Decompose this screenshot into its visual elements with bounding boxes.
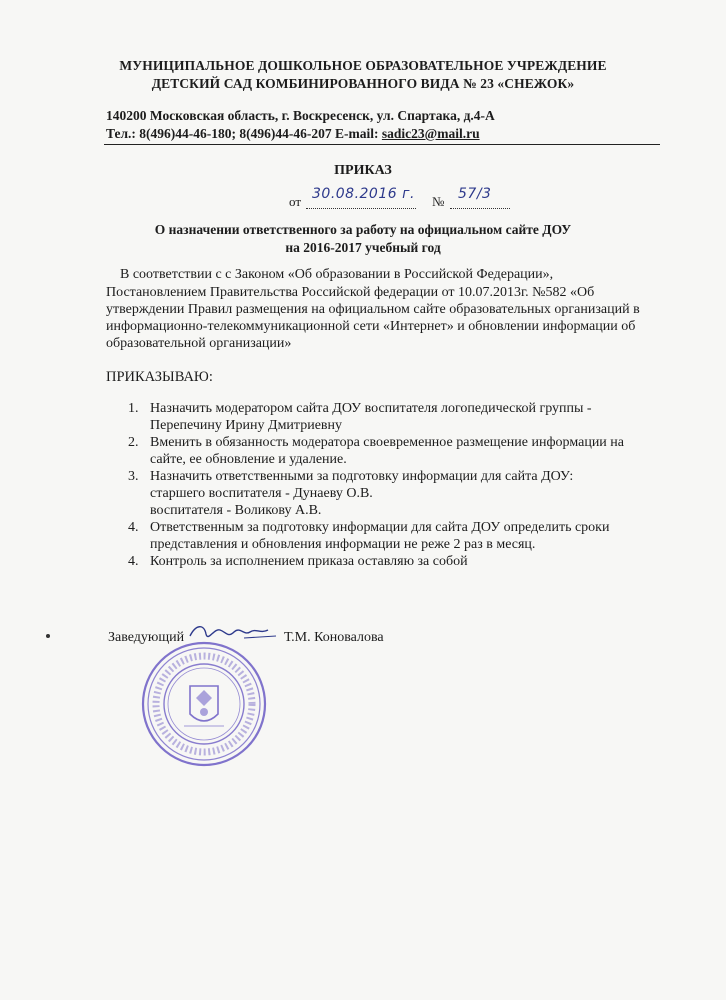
body-line: Постановлением Правительства Российской федерации от 10.07.2013г. №582 «Об: [106, 285, 595, 300]
list-item-number: 3.: [128, 469, 139, 484]
body-line: утверждении Правил размещения на официальном сайте образовательных организаций в: [106, 302, 640, 317]
list-item-line: Назначить ответственными за подготовку информации для сайта ДОУ:: [150, 469, 574, 484]
command-word: ПРИКАЗЫВАЮ:: [106, 369, 213, 385]
list-item-line: старшего воспитателя - Дунаеву О.В.: [150, 486, 373, 501]
body-line: В соответствии с с Законом «Об образовании в Российской Федерации»,: [120, 267, 554, 282]
body-line: образовательной организации»: [106, 336, 292, 351]
list-item-line: представления и обновления информации не реже 2 раз в месяц.: [150, 537, 536, 552]
order-title: ПРИКАЗ: [334, 163, 392, 178]
org-name-line1: МУНИЦИПАЛЬНОЕ ДОШКОЛЬНОЕ ОБРАЗОВАТЕЛЬНОЕ УЧРЕЖДЕНИЕ: [119, 58, 607, 73]
org-address: 140200 Московская область, г. Воскресенск, ул. Спартака, д.4-А: [106, 108, 495, 123]
order-subject-line2: на 2016-2017 учебный год: [285, 240, 441, 255]
body-line: информационно-телекоммуникационной сети «Интернет» и обновлении информации об: [106, 319, 636, 334]
date-underline: [306, 208, 416, 209]
official-stamp-icon: [140, 640, 268, 768]
list-item-number: 4.: [128, 554, 139, 569]
list-item-line: Контроль за исполнением приказа оставляю за собой: [150, 554, 468, 569]
order-date: 30.08.2016 г.: [312, 186, 415, 202]
list-item-number: 4.: [128, 520, 139, 535]
order-subject-line1: О назначении ответственного за работу на официальном сайте ДОУ: [154, 222, 572, 237]
org-phones: Тел.: 8(496)44-46-180; 8(496)44-46-207 E-mail:: [106, 126, 382, 141]
list-item-line: сайте, ее обновление и удаление.: [150, 452, 347, 467]
number-prefix: №: [432, 194, 445, 209]
org-name-line2: ДЕТСКИЙ САД КОМБИНИРОВАННОГО ВИДА № 23 «СНЕЖОК»: [151, 76, 575, 91]
list-item-number: 2.: [128, 435, 139, 450]
date-prefix: от: [289, 194, 302, 209]
list-item-line: Перепечину Ирину Дмитриевну: [150, 418, 343, 433]
list-item-line: Ответственным за подготовку информации для сайта ДОУ определить сроки: [150, 520, 610, 535]
list-item-line: Вменить в обязанность модератора своевременное размещение информации на: [150, 435, 625, 450]
list-item-line: Назначить модератором сайта ДОУ воспитателя логопедической группы -: [150, 401, 592, 416]
org-email[interactable]: sadic23@mail.ru: [381, 126, 480, 141]
order-number: 57/3: [458, 186, 492, 202]
org-contacts: [106, 126, 480, 142]
scan-dot: [46, 634, 50, 638]
header-divider: [104, 144, 660, 145]
signature-role: Заведующий: [108, 630, 185, 645]
number-underline: [450, 208, 510, 209]
list-item-number: 1.: [128, 401, 139, 416]
list-item-line: воспитателя - Воликову А.В.: [150, 503, 322, 518]
signature-name: Т.М. Коновалова: [284, 630, 384, 645]
